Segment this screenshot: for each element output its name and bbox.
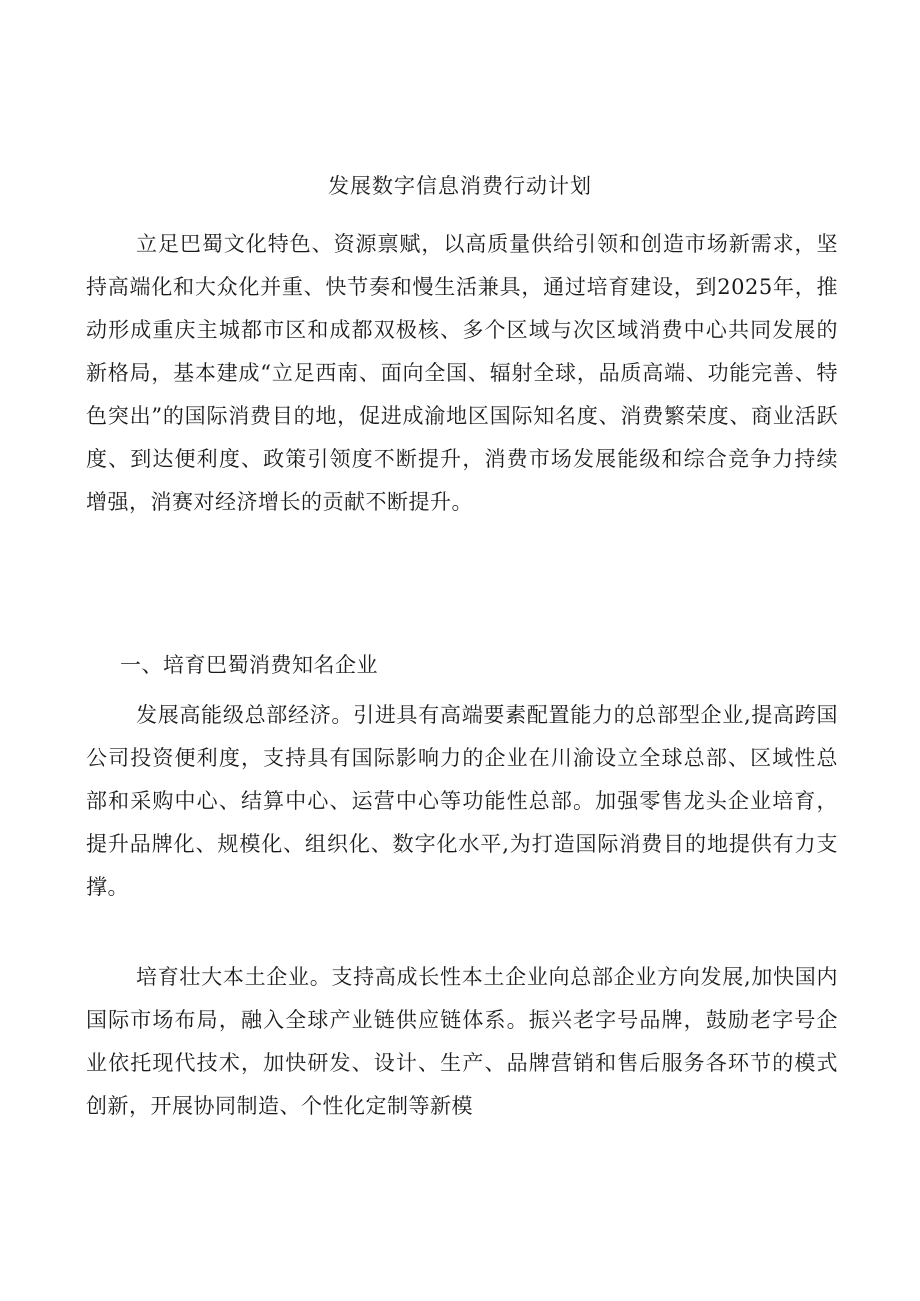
paragraph-headquarters-economy: 发展高能级总部经济。引进具有高端要素配置能力的总部型企业,提高跨国公司投资便利度，支持具有国际影响力的企业在川渝设立全球总部、区域性总部和采购中心、结算中心、运营中心等功能性总部。加强零售龙头企业培育，提升品牌化、规模化、组织化、数字化水平,为打造国际消费目的地提供有力支撑。 [86, 703, 838, 899]
paragraph-intro: 立足巴蜀文化特色、资源禀赋，以高质量供给引领和创造市场新需求，坚持高端化和大众化并重、快节奏和慢生活兼具，通过培育建设，到2025年，推动形成重庆主城都市区和成都双极核、多个区域与次区域消费中心共同发展的新格局，基本建成“立足西南、面向全国、辐射全球，品质高端、功能完善、特色突出”的国际消费目的地，促进成渝地区国际知名度、消费繁荣度、商业活跃度、到达便利度、政策引领度不断提升，消费市场发展能级和综合竞争力持续增强，消赛对经济增长的贡献不断提升。 [86, 232, 838, 514]
paragraph-local-enterprises: 培育壮大本土企业。支持高成长性本土企业向总部企业方向发展,加快国内国际市场布局，融入全球产业链供应链体系。振兴老字号品牌，鼓励老字号企业依托现代技术，加快研发、设计、生产、品牌营销和售后服务各环节的模式创新，开展协同制造、个性化定制等新模 [86, 965, 838, 1118]
document-title: 发展数字信息消费行动计划 [328, 174, 592, 198]
section-heading: 一、培育巴蜀消费知名企业 [120, 653, 378, 677]
